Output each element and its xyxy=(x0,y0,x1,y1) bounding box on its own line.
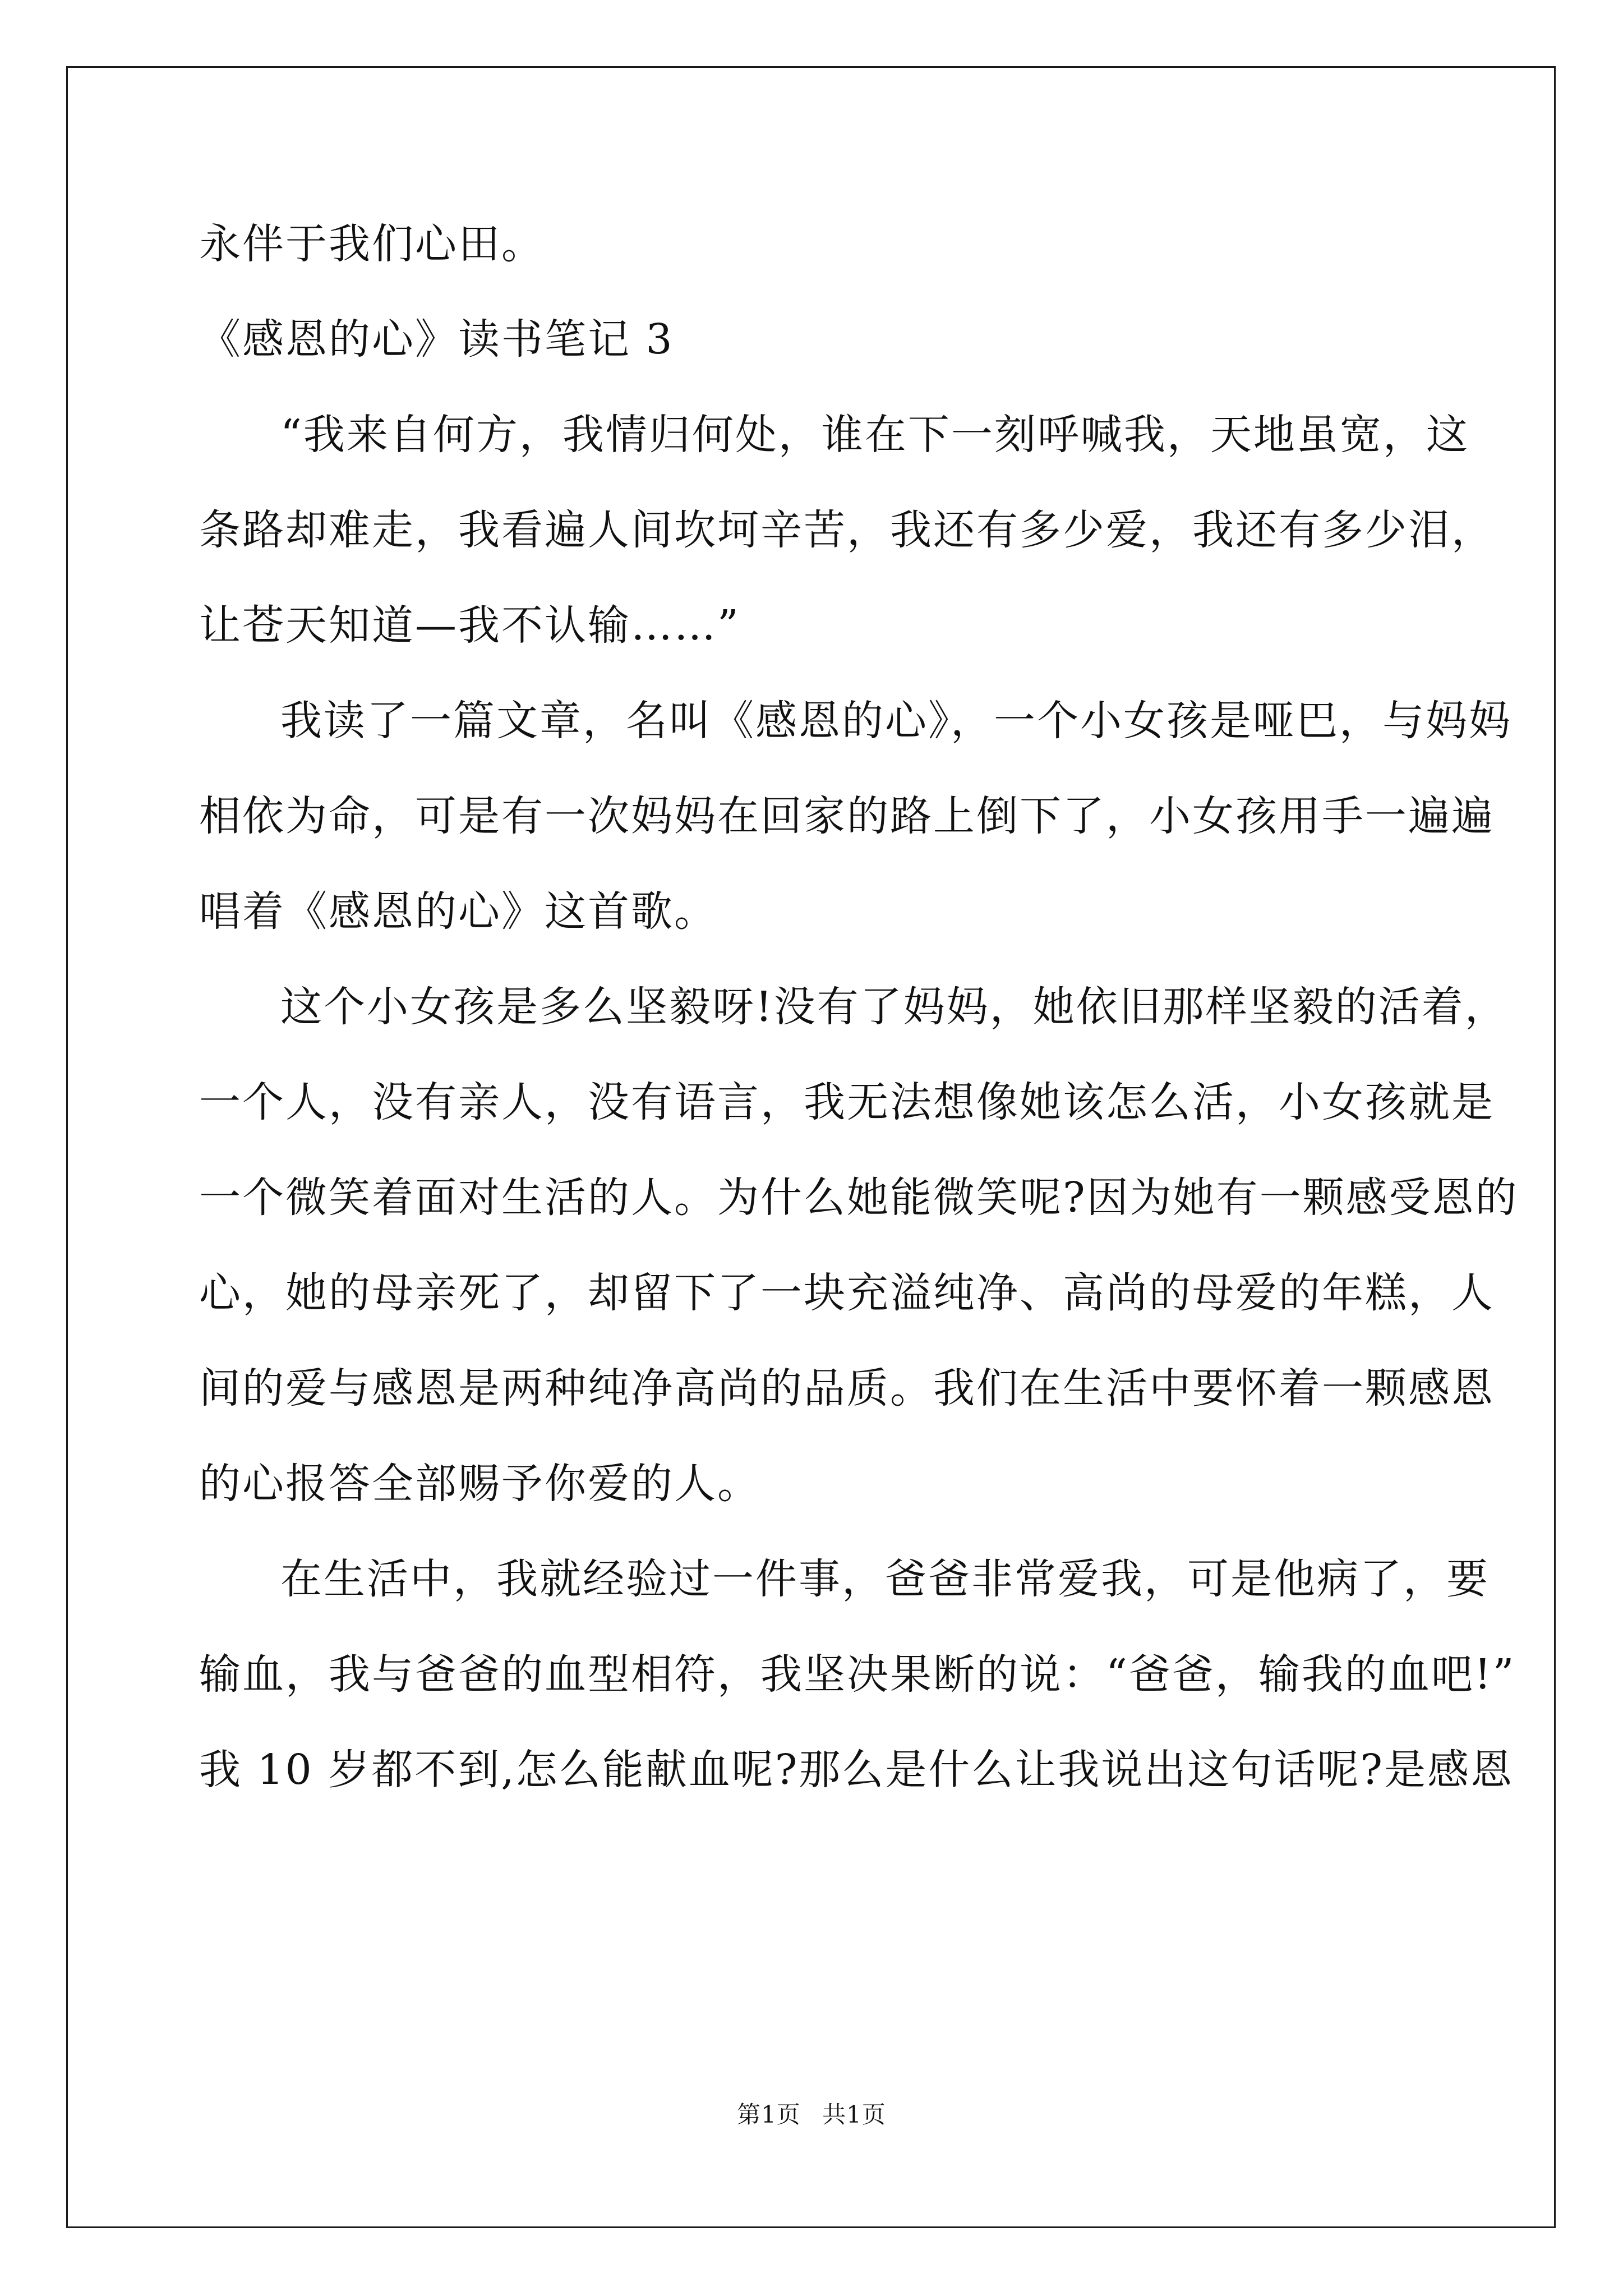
text-line-14: 的心报答全部赐予你爱的人。 xyxy=(199,1460,760,1508)
page-number-total: 共1页 xyxy=(822,2101,886,2128)
text-line-1: 永伴于我们心田。 xyxy=(199,220,545,268)
text-line-10: 一个人，没有亲人，没有语言，我无法想像她该怎么活，小女孩就是 xyxy=(199,1078,1495,1126)
text-line-7: 相依为命，可是有一次妈妈在回家的路上倒下了，小女孩用手一遍遍 xyxy=(199,792,1495,840)
text-line-16: 输血，我与爸爸的血型相符，我坚决果断的说：“爸爸，输我的血吧!” xyxy=(199,1650,1516,1699)
text-line-5: 让苍天知道—我不认输……” xyxy=(199,601,740,650)
text-line-15: 在生活中，我就经验过一件事，爸爸非常爱我，可是他病了，要 xyxy=(280,1555,1490,1603)
text-line-11: 一个微笑着面对生活的人。为什么她能微笑呢?因为她有一颗感受恩的 xyxy=(199,1174,1519,1222)
page-footer xyxy=(0,2098,1623,2132)
text-line-13: 间的爱与感恩是两种纯净高尚的品质。我们在生活中要怀着一颗感恩 xyxy=(199,1364,1495,1412)
text-line-12: 心，她的母亲死了，却留下了一块充溢纯净、高尚的母爱的年糕，人 xyxy=(199,1269,1495,1317)
text-line-9: 这个小女孩是多么坚毅呀!没有了妈妈，她依旧那样坚毅的活着， xyxy=(280,983,1508,1031)
text-line-8: 唱着《感恩的心》这首歌。 xyxy=(199,887,717,936)
page-number-current: 第1页 xyxy=(737,2101,801,2128)
text-line-17: 我 10 岁都不到,怎么能献血呢?那么是什么让我说出这句话呢?是感恩 xyxy=(199,1746,1514,1794)
text-line-3: “我来自何方，我情归何处，谁在下一刻呼喊我，天地虽宽，这 xyxy=(280,411,1469,459)
page-border xyxy=(66,66,1556,2228)
text-line-6: 我读了一篇文章，名叫《感恩的心》，一个小女孩是哑巴，与妈妈 xyxy=(280,697,1512,745)
text-line-4: 条路却难走，我看遍人间坎坷辛苦，我还有多少爱，我还有多少泪， xyxy=(199,506,1495,554)
section-heading: 《感恩的心》读书笔记 3 xyxy=(199,315,674,364)
